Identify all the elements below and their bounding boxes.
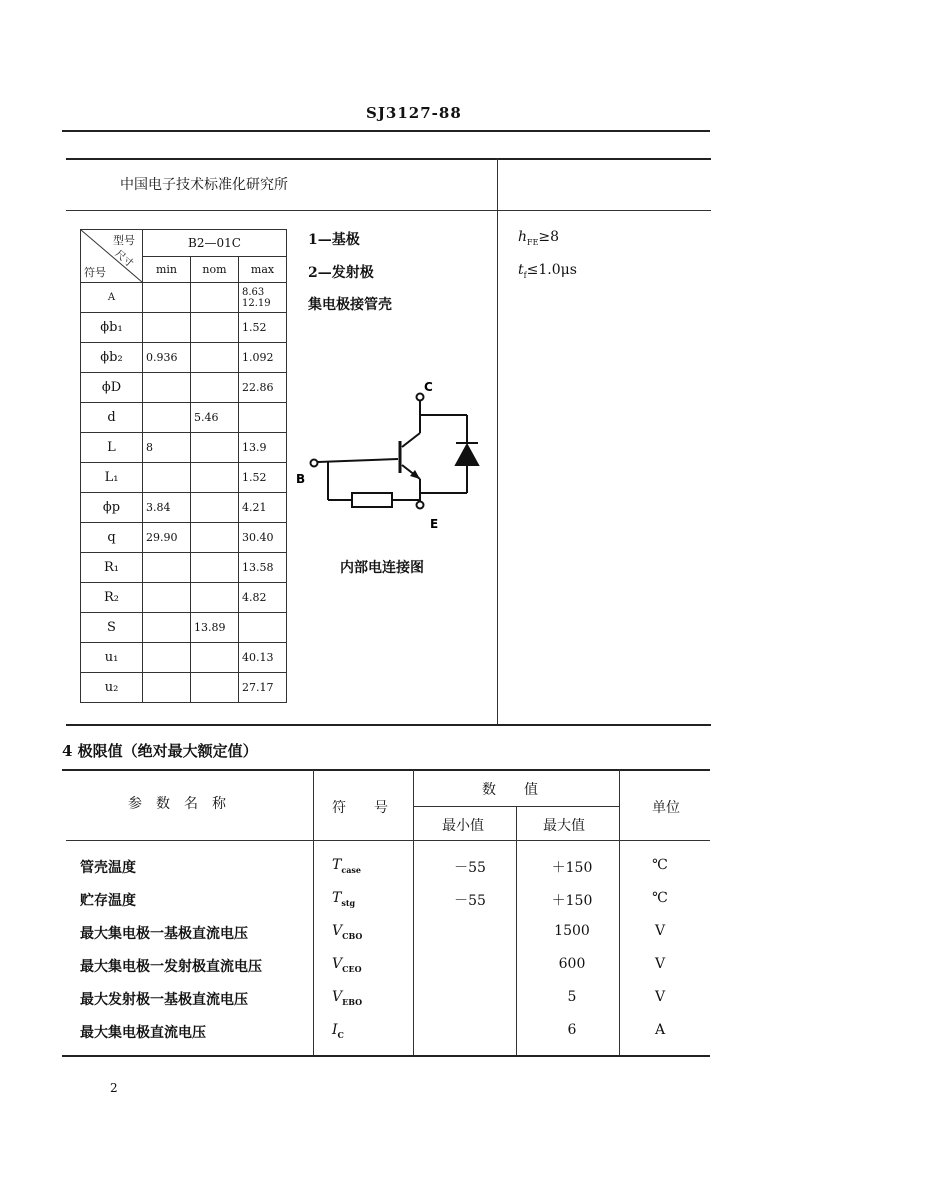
col-name-header: 参 数 名 称	[128, 796, 226, 812]
limits-vline-2	[413, 769, 414, 1056]
dim-cell-label: L	[81, 433, 143, 463]
limit-name: 最大集电极一基极直流电压	[80, 926, 248, 942]
limit-max: 600	[558, 956, 586, 972]
limit-min: －55	[454, 860, 486, 876]
limits-vline-1	[313, 769, 314, 1056]
limit-symbol	[332, 989, 362, 1007]
dim-cell-min	[143, 373, 191, 403]
pin2-label: 2—发射极	[308, 265, 374, 281]
dim-cell-nom	[191, 313, 239, 343]
limit-symbol-sub: CEO	[342, 963, 362, 974]
limit-symbol	[332, 956, 362, 974]
hfe-symbol: h	[518, 229, 528, 245]
table-row	[81, 583, 287, 613]
table-row	[81, 283, 287, 313]
dim-cell-min: 8	[143, 433, 191, 463]
dim-cell-min	[143, 613, 191, 643]
limits-vline-4	[619, 769, 620, 1056]
col-nom: nom	[191, 257, 239, 283]
limit-unit: V	[654, 989, 666, 1005]
tf-param	[518, 262, 577, 280]
dim-cell-label: L₁	[81, 463, 143, 493]
model-cell: B2—01C	[143, 230, 287, 257]
limit-unit: ℃	[652, 890, 668, 906]
emitter-terminal	[417, 502, 424, 509]
dim-cell-nom	[191, 583, 239, 613]
dim-cell-min	[143, 463, 191, 493]
dim-cell-label: ϕb₂	[81, 343, 143, 373]
organization-name: 中国电子技术标准化研究所	[120, 177, 288, 193]
limit-unit: V	[654, 923, 666, 939]
limit-name: 最大集电极一发射极直流电压	[80, 959, 262, 975]
base-terminal	[311, 460, 318, 467]
limit-symbol-sub: stg	[341, 897, 356, 908]
limit-symbol-main: I	[332, 1022, 338, 1038]
col-min-header: 最小值	[442, 818, 484, 834]
section-title: 4 极限值（绝对最大额定值）	[62, 742, 258, 760]
case-label: 集电极接管壳	[308, 297, 392, 313]
dim-cell-label: u₁	[81, 643, 143, 673]
col-unit-header: 单位	[652, 800, 680, 816]
pin1-label: 1—基极	[308, 232, 360, 248]
col-max: max	[239, 257, 287, 283]
dim-cell-min	[143, 553, 191, 583]
limit-symbol	[332, 1022, 344, 1040]
limit-symbol-main: V	[332, 923, 343, 939]
limit-name: 管壳温度	[80, 860, 136, 876]
column-divider	[497, 158, 498, 725]
dim-cell-max: 4.21	[239, 493, 287, 523]
dim-cell-label: ϕD	[81, 373, 143, 403]
limit-unit: A	[654, 1022, 666, 1038]
limit-symbol-main: V	[332, 956, 343, 972]
limit-symbol-sub: EBO	[342, 996, 363, 1007]
dim-cell-nom	[191, 433, 239, 463]
dim-cell-nom: 5.46	[191, 403, 239, 433]
hfe-sub: FE	[527, 237, 539, 247]
limit-max: ＋150	[551, 893, 593, 909]
dim-cell-max	[239, 403, 287, 433]
page-number: 2	[110, 1081, 118, 1095]
document-code: SJ3127-88	[366, 104, 462, 122]
limit-symbol	[332, 857, 361, 875]
dim-cell-min: 29.90	[143, 523, 191, 553]
limits-bottom-rule	[62, 1055, 710, 1057]
org-rule	[66, 210, 711, 211]
dim-cell-min	[143, 583, 191, 613]
dim-cell-label: R₁	[81, 553, 143, 583]
dim-cell-nom	[191, 493, 239, 523]
diode-icon	[456, 445, 478, 465]
dim-cell-label: u₂	[81, 673, 143, 703]
dim-cell-label: ϕb₁	[81, 313, 143, 343]
table-row	[81, 523, 287, 553]
limit-min: －55	[454, 893, 486, 909]
limit-max: 6	[567, 1022, 577, 1038]
limit-name: 贮存温度	[80, 893, 136, 909]
tf-symbol: t	[518, 262, 524, 278]
limit-symbol	[332, 923, 362, 941]
limit-symbol-sub: CBO	[342, 930, 363, 941]
table-row	[81, 673, 287, 703]
dim-cell-min	[143, 643, 191, 673]
limit-symbol-main: V	[332, 989, 343, 1005]
col-value-header: 数 值	[482, 782, 538, 798]
dim-cell-nom: 13.89	[191, 613, 239, 643]
dim-cell-label: q	[81, 523, 143, 553]
dim-cell-min: 3.84	[143, 493, 191, 523]
dimension-table	[80, 229, 287, 703]
dim-cell-max: 13.9	[239, 433, 287, 463]
circuit-diagram	[290, 375, 490, 535]
limit-symbol	[332, 890, 355, 908]
tf-value: ≤1.0μs	[526, 262, 577, 278]
limit-name: 最大发射极一基极直流电压	[80, 992, 248, 1008]
dim-cell-label: A	[81, 283, 143, 313]
limit-symbol-sub: case	[341, 864, 361, 875]
dim-cell-max: 40.13	[239, 643, 287, 673]
limit-max: 1500	[554, 923, 590, 939]
dim-cell-max: 13.58	[239, 553, 287, 583]
limit-unit: V	[654, 956, 666, 972]
limit-symbol-main: T	[332, 890, 342, 906]
dim-cell-min	[143, 403, 191, 433]
dim-cell-max	[239, 613, 287, 643]
dim-cell-max: 1.092	[239, 343, 287, 373]
table-row	[81, 493, 287, 523]
corner-mid-label: 尺寸	[112, 248, 135, 270]
dim-cell-max: 4.82	[239, 583, 287, 613]
limit-max: 5	[567, 989, 577, 1005]
col-min: min	[143, 257, 191, 283]
table-row	[81, 313, 287, 343]
dim-cell-nom	[191, 343, 239, 373]
resistor-icon	[352, 493, 392, 507]
col-symbol-header: 符 号	[332, 800, 388, 816]
dim-cell-nom	[191, 463, 239, 493]
dim-cell-nom	[191, 673, 239, 703]
tf-sub: f	[523, 270, 527, 280]
dim-cell-max: 8.63 12.19	[239, 283, 287, 313]
dim-cell-min	[143, 673, 191, 703]
emitter-label: E	[430, 517, 439, 531]
dim-cell-label: R₂	[81, 583, 143, 613]
table-row	[81, 433, 287, 463]
limit-symbol-main: T	[332, 857, 342, 873]
header-rule	[62, 130, 710, 132]
table-row	[81, 343, 287, 373]
dim-cell-max: 30.40	[239, 523, 287, 553]
dim-cell-max: 1.52	[239, 313, 287, 343]
dim-cell-min	[143, 283, 191, 313]
dim-cell-nom	[191, 283, 239, 313]
limits-header-rule	[66, 840, 710, 841]
dim-cell-label: ϕp	[81, 493, 143, 523]
dim-cell-max: 27.17	[239, 673, 287, 703]
corner-cell	[81, 230, 143, 283]
dim-cell-nom	[191, 643, 239, 673]
dim-cell-max: 22.86	[239, 373, 287, 403]
table-row	[81, 463, 287, 493]
limit-symbol-sub: C	[337, 1029, 344, 1040]
limit-name: 最大集电极直流电压	[80, 1025, 206, 1041]
dim-cell-nom	[191, 373, 239, 403]
col-max-header: 最大值	[543, 818, 585, 834]
limits-vline-3	[516, 806, 517, 1056]
table-row	[81, 553, 287, 583]
top-rule	[66, 158, 711, 160]
dim-cell-nom	[191, 553, 239, 583]
limit-unit: ℃	[652, 857, 668, 873]
corner-bottom-label: 符号	[84, 266, 106, 279]
corner-top-label: 型号	[113, 234, 135, 247]
section-bottom-rule	[66, 724, 711, 726]
limit-max: ＋150	[551, 860, 593, 876]
hfe-value: ≥8	[538, 229, 560, 245]
value-sub-rule	[413, 806, 619, 807]
dim-cell-min: 0.936	[143, 343, 191, 373]
dim-cell-min	[143, 313, 191, 343]
dim-cell-max: 1.52	[239, 463, 287, 493]
hfe-param	[518, 229, 559, 247]
collector-terminal	[417, 394, 424, 401]
diagram-caption: 内部电连接图	[340, 560, 424, 576]
table-row	[81, 643, 287, 673]
dim-cell-label: S	[81, 613, 143, 643]
collector-label: C	[424, 380, 433, 394]
dim-cell-label: d	[81, 403, 143, 433]
table-row	[81, 373, 287, 403]
table-row	[81, 403, 287, 433]
table-row	[81, 613, 287, 643]
base-label: B	[296, 472, 306, 486]
dim-cell-nom	[191, 523, 239, 553]
limits-top-rule	[62, 769, 710, 771]
